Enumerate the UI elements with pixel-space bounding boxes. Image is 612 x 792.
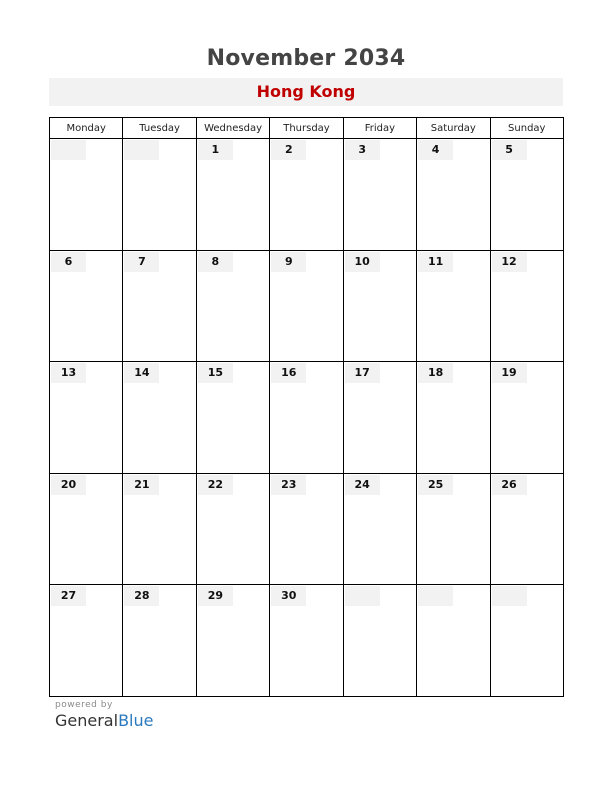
- day-label-box: [271, 586, 306, 606]
- day-label-box: [492, 140, 527, 160]
- day-label-box: [51, 140, 86, 160]
- region-banner: [49, 78, 563, 106]
- day-cell: [417, 362, 490, 474]
- day-cell: [417, 473, 490, 585]
- day-number: 25: [427, 477, 444, 491]
- brand-general-text: General: [55, 711, 119, 730]
- day-label-box: [271, 252, 306, 272]
- day-number: 4: [431, 143, 440, 156]
- day-label-box: [124, 363, 159, 383]
- day-label-box: [271, 363, 306, 383]
- day-cell: [123, 139, 196, 251]
- weekday-header: Monday: [50, 118, 123, 139]
- calendar-title: November 2034: [206, 46, 406, 71]
- weekday-header: Saturday: [417, 118, 490, 139]
- day-cell: [270, 473, 343, 585]
- day-number: 28: [134, 589, 150, 603]
- day-number: 13: [60, 366, 77, 380]
- day-number: 20: [60, 477, 77, 491]
- day-number: 22: [207, 477, 223, 491]
- day-cell: [490, 473, 563, 585]
- day-cell: [196, 473, 269, 585]
- day-number: 1: [211, 143, 220, 156]
- day-label-box: [418, 475, 453, 495]
- week-row: [50, 473, 564, 585]
- day-number: 17: [354, 366, 370, 380]
- day-cell: [196, 250, 269, 362]
- powered-by-text: powered by: [55, 700, 113, 710]
- day-number: 18: [427, 366, 444, 380]
- day-cell: [50, 473, 123, 585]
- day-label-box: [345, 363, 380, 383]
- day-label-box: [492, 252, 527, 272]
- week-row: [50, 250, 564, 362]
- footer-branding: [55, 700, 153, 730]
- day-number: 8: [211, 254, 220, 268]
- day-cell: [343, 362, 416, 474]
- day-cell: [490, 139, 563, 251]
- day-number: 7: [138, 254, 146, 268]
- day-label-box: [492, 475, 527, 495]
- day-cell: [50, 139, 123, 251]
- day-label-box: [124, 252, 159, 272]
- day-number: 10: [354, 254, 370, 268]
- day-number: 11: [427, 254, 444, 268]
- day-number: 19: [501, 366, 517, 380]
- day-number: 12: [501, 254, 517, 268]
- day-label-box: [418, 252, 453, 272]
- day-label-box: [198, 586, 233, 606]
- day-label-box: [198, 140, 233, 160]
- weekday-header: Wednesday: [196, 118, 269, 139]
- day-cell: [196, 139, 269, 251]
- generalblue-logo[interactable]: [55, 711, 153, 730]
- day-number: 29: [207, 589, 223, 603]
- day-label-box: [271, 140, 306, 160]
- day-number: 23: [281, 477, 297, 491]
- day-label-box: [345, 252, 380, 272]
- weekday-header: Sunday: [490, 118, 563, 139]
- day-label-box: [124, 475, 159, 495]
- weekday-header: Thursday: [270, 118, 343, 139]
- weekday-header-row: [50, 118, 564, 139]
- day-label-box: [198, 252, 233, 272]
- day-label-box: [345, 586, 380, 606]
- day-cell: [270, 250, 343, 362]
- day-label-box: [345, 140, 380, 160]
- day-cell: [490, 585, 563, 697]
- day-cell: [343, 585, 416, 697]
- day-cell: [50, 250, 123, 362]
- day-label-box: [492, 586, 527, 606]
- day-number: 30: [281, 589, 297, 603]
- day-label-box: [124, 140, 159, 160]
- day-cell: [123, 585, 196, 697]
- day-number: 26: [501, 477, 517, 491]
- week-row: [50, 585, 564, 697]
- day-number: 27: [60, 589, 77, 603]
- week-row: [50, 362, 564, 474]
- day-label-box: [124, 586, 159, 606]
- day-number: 9: [284, 254, 293, 268]
- day-number: 16: [281, 366, 297, 380]
- day-cell: [270, 585, 343, 697]
- day-label-box: [418, 363, 453, 383]
- region-name: Hong Kong: [256, 82, 356, 101]
- day-label-box: [198, 475, 233, 495]
- day-cell: [196, 362, 269, 474]
- weekday-header: Friday: [343, 118, 416, 139]
- day-cell: [417, 250, 490, 362]
- day-cell: [196, 585, 269, 697]
- day-cell: [417, 139, 490, 251]
- day-cell: [270, 362, 343, 474]
- day-number: 21: [134, 477, 150, 491]
- day-label-box: [51, 586, 86, 606]
- weekday-header: Tuesday: [123, 118, 196, 139]
- day-number: 6: [64, 254, 73, 268]
- month-calendar-grid: [49, 117, 564, 697]
- day-cell: [343, 139, 416, 251]
- day-number: 15: [207, 366, 223, 380]
- day-label-box: [418, 140, 453, 160]
- brand-blue-text: Blue: [118, 711, 154, 730]
- day-label-box: [51, 363, 86, 383]
- day-cell: [50, 362, 123, 474]
- day-number: 5: [505, 143, 513, 156]
- day-cell: [490, 362, 563, 474]
- day-cell: [270, 139, 343, 251]
- day-number: 24: [354, 477, 370, 491]
- day-label-box: [271, 475, 306, 495]
- day-cell: [343, 473, 416, 585]
- day-label-box: [198, 363, 233, 383]
- day-cell: [123, 250, 196, 362]
- day-label-box: [345, 475, 380, 495]
- week-row: [50, 139, 564, 251]
- day-number: 3: [358, 143, 367, 156]
- day-cell: [50, 585, 123, 697]
- day-cell: [490, 250, 563, 362]
- day-label-box: [492, 363, 527, 383]
- day-label-box: [418, 586, 453, 606]
- day-cell: [343, 250, 416, 362]
- day-number: 2: [284, 143, 293, 156]
- day-number: 14: [134, 366, 150, 380]
- day-cell: [417, 585, 490, 697]
- day-cell: [123, 362, 196, 474]
- day-label-box: [51, 475, 86, 495]
- day-cell: [123, 473, 196, 585]
- day-label-box: [51, 252, 86, 272]
